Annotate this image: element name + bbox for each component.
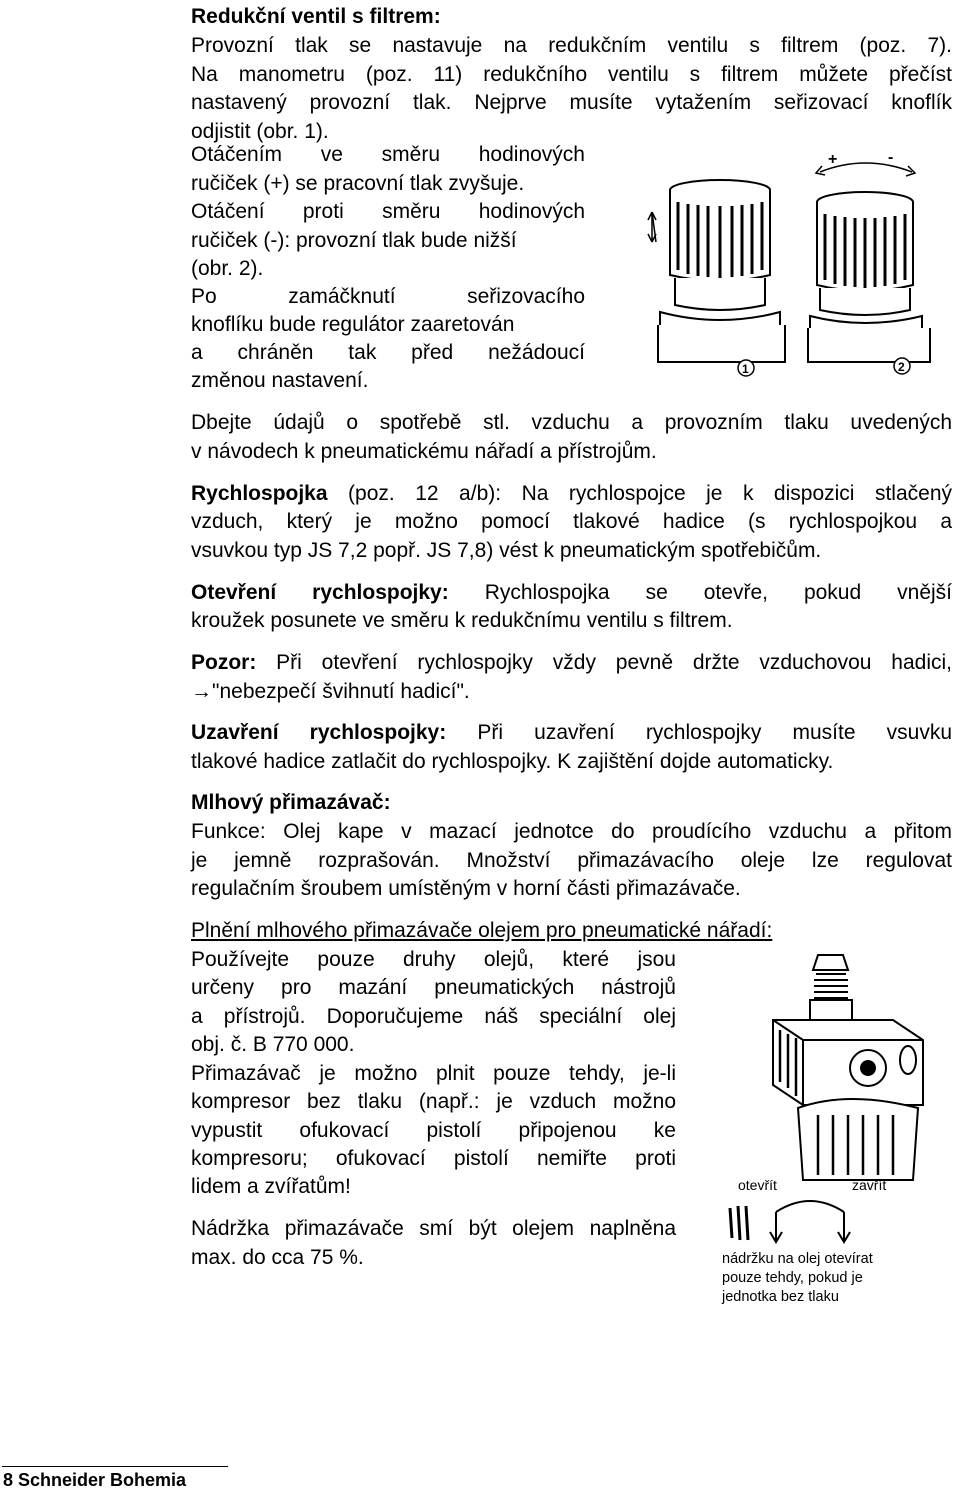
text-line: a chráněn tak před nežádoucí bbox=[191, 341, 585, 364]
warning-heading: Pozor: bbox=[191, 651, 257, 674]
text-line: určeny pro mazání pneumatických nástrojů bbox=[191, 976, 676, 999]
lubricator-figure bbox=[718, 950, 958, 1255]
text-line: Přimazávač je možno plnit pouze tehdy, je-li bbox=[191, 1062, 676, 1085]
footer-page-label: 8 Schneider Bohemia bbox=[3, 1470, 187, 1490]
text-line: vsuvkou typ JS 7,2 popř. JS 7,8) vést k pneumatickým spotřebičům. bbox=[191, 539, 822, 562]
warning-paragraph: Pozor: Při otevření rychlospojky vždy pevně držte vzduchovou hadici, bbox=[191, 651, 952, 674]
text-line: Dbejte údajů o spotřebě stl. vzduchu a provozním tlaku uvedených bbox=[191, 411, 952, 434]
text-line: kroužek posunete ve směru k redukčnímu ventilu s filtrem. bbox=[191, 609, 733, 632]
plus-sign: + bbox=[828, 151, 838, 168]
text-line: regulačním šroubem umístěným v horní části přimazávače. bbox=[191, 877, 741, 900]
text-line: Nádržka přimazávače smí být olejem naplněna bbox=[191, 1217, 676, 1240]
lubricator-heading: Mlhový přimazávač: bbox=[191, 791, 391, 814]
svg-text:2: 2 bbox=[898, 360, 905, 374]
text-line: vypustit ofukovací pistolí připojenou ke bbox=[191, 1119, 676, 1142]
close-label: zavřít bbox=[852, 1177, 887, 1193]
text-line: (obr. 2). bbox=[191, 257, 264, 280]
text-line: Provozní tlak se nastavuje na redukčním ventilu s filtrem (poz. 7). bbox=[191, 34, 952, 57]
figure-caption: nádržku na olej otevírat pouze tehdy, pokud je jednotka bez tlaku bbox=[722, 1251, 873, 1305]
text-line: změnou nastavení. bbox=[191, 369, 369, 392]
text-line: a přístrojů. Doporučujeme náš speciální olej bbox=[191, 1005, 676, 1028]
text-line: v návodech k pneumatickému nářadí a přístrojům. bbox=[191, 440, 657, 463]
minus-sign: - bbox=[888, 149, 894, 166]
quick-coupling-paragraph: Rychlospojka (poz. 12 a/b): Na rychlospojce je k dispozici stlačený bbox=[191, 482, 952, 505]
footer-rule bbox=[2, 1466, 228, 1467]
text-line: Otáčení proti směru hodinových bbox=[191, 200, 585, 223]
text-line: tlakové hadice zatlačit do rychlospojky. K zajištění dojde automaticky. bbox=[191, 750, 834, 773]
open-label: otevřít bbox=[738, 1177, 777, 1193]
text-line: Používejte pouze druhy olejů, které jsou bbox=[191, 948, 676, 971]
open-close-arrow-icon bbox=[776, 1201, 844, 1212]
lubricator-filling-heading: Plnění mlhového přimazávače olejem pro pneumatické nářadí: bbox=[191, 919, 773, 942]
text-line: odjistit (obr. 1). bbox=[191, 120, 329, 143]
coupling-open-heading: Otevření rychlospojky: bbox=[191, 581, 449, 604]
text-line: Funkce: Olej kape v mazací jednotce do proudícího vzduchu a přitom bbox=[191, 820, 952, 843]
text-line: kompresoru; ofukovací pistolí nemiřte proti bbox=[191, 1147, 676, 1170]
svg-text:1: 1 bbox=[742, 362, 749, 376]
text-line: knoflíku bude regulátor zaaretován bbox=[191, 313, 515, 336]
text-line: vzduch, který je možno pomocí tlakové hadice (s rychlospojkou a bbox=[191, 510, 952, 533]
text-line: Otáčením ve směru hodinových bbox=[191, 143, 585, 166]
coupling-open-paragraph: Otevření rychlospojky: Rychlospojka se otevře, pokud vnější bbox=[191, 581, 952, 604]
text-line: Po zamáčknutí seřizovacího bbox=[191, 285, 585, 308]
regulator-2 bbox=[808, 192, 930, 374]
text-line: Na manometru (poz. 11) redukčního ventilu s filtrem můžete přečíst bbox=[191, 63, 952, 86]
text-line: je jemně rozprašován. Množství přimazávacího oleje lze regulovat bbox=[191, 849, 952, 872]
text-line: →"nebezpečí švihnutí hadicí". bbox=[191, 680, 470, 703]
quick-coupling-heading: Rychlospojka bbox=[191, 482, 328, 505]
text-line: nastavený provozní tlak. Nejprve musíte vytažením seřizovací knoflík bbox=[191, 91, 952, 114]
text-line: kompresor bez tlaku (např.: je vzduch možno bbox=[191, 1090, 676, 1113]
text-line: ručiček (-): provozní tlak bude nižší bbox=[191, 229, 517, 252]
regulator-knob-figure bbox=[640, 140, 940, 388]
text-line: max. do cca 75 %. bbox=[191, 1246, 364, 1269]
text-line: ručiček (+) se pracovní tlak zvyšuje. bbox=[191, 172, 525, 195]
text-line: obj. č. B 770 000. bbox=[191, 1033, 355, 1056]
regulator-1 bbox=[648, 180, 785, 376]
coupling-close-paragraph: Uzavření rychlospojky: Při uzavření rychlospojky musíte vsuvku bbox=[191, 721, 952, 744]
coupling-close-heading: Uzavření rychlospojky: bbox=[191, 721, 447, 744]
heading-reduction-valve: Redukční ventil s filtrem: bbox=[191, 5, 441, 28]
text-line: lidem a zvířatům! bbox=[191, 1175, 351, 1198]
